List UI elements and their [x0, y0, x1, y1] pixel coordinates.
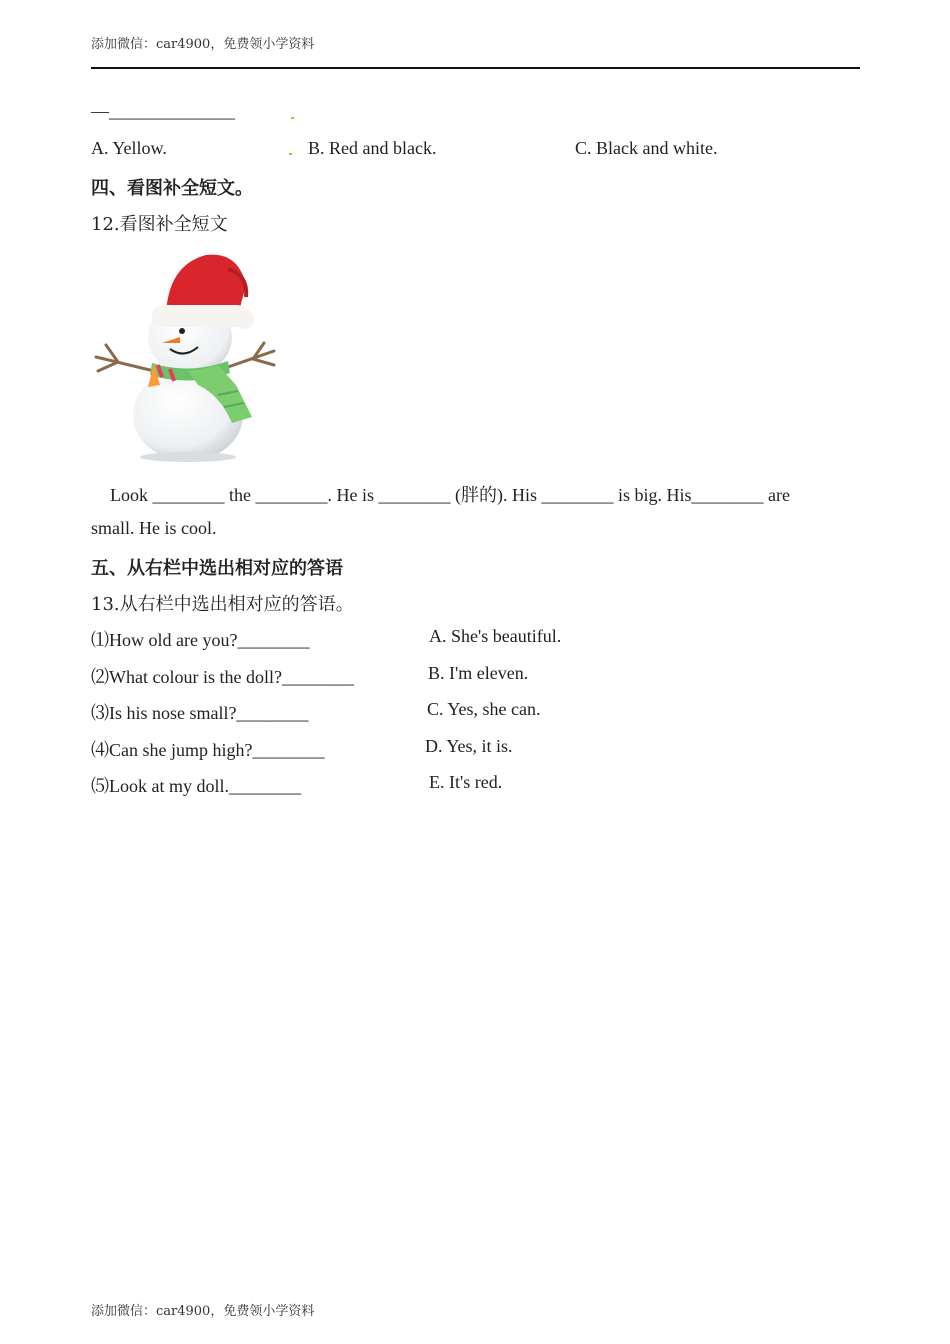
- q12-passage-line2: small. He is cool.: [91, 518, 217, 538]
- snowman-illustration: [88, 245, 278, 465]
- decor-dot: [289, 153, 292, 155]
- q13-right-item-c: C. Yes, she can.: [427, 699, 541, 719]
- q11-option-c: C. Black and white.: [575, 138, 718, 158]
- q13-left-item-2: ⑵What colour is the doll?________: [91, 667, 354, 687]
- section4-title: 四、看图补全短文。: [91, 178, 253, 199]
- q13-right-item-a: A. She's beautiful.: [429, 626, 562, 646]
- page-footer: 添加微信：car4900，免费领小学资料: [91, 1304, 315, 1319]
- q13-left-item-5: ⑸Look at my doll.________: [91, 776, 301, 796]
- decor-dot: [291, 117, 294, 119]
- q11-option-b: B. Red and black.: [308, 138, 437, 158]
- q13-left-item-1: ⑴How old are you?________: [91, 630, 310, 650]
- q13-right-item-b: B. I'm eleven.: [428, 663, 529, 683]
- section5-title: 五、从右栏中选出相对应的答语: [91, 558, 343, 579]
- q13-right-item-d: D. Yes, it is.: [425, 736, 513, 756]
- q12-passage-line1: Look ________ the ________. He is ________ (胖的). His ________ is big. His________ are: [110, 485, 790, 505]
- q13-prompt: 13.从右栏中选出相对应的答语。: [91, 594, 354, 615]
- q11-option-a: A. Yellow.: [91, 138, 167, 158]
- q12-prompt: 12.看图补全短文: [91, 214, 228, 235]
- page-header: 添加微信：car4900，免费领小学资料: [91, 37, 315, 52]
- q13-left-item-3: ⑶Is his nose small?________: [91, 703, 309, 723]
- header-rule: [91, 67, 860, 69]
- q13-right-item-e: E. It's red.: [429, 772, 503, 792]
- q13-left-item-4: ⑷Can she jump high?________: [91, 740, 325, 760]
- q11-answer-blank: —______________: [91, 101, 235, 121]
